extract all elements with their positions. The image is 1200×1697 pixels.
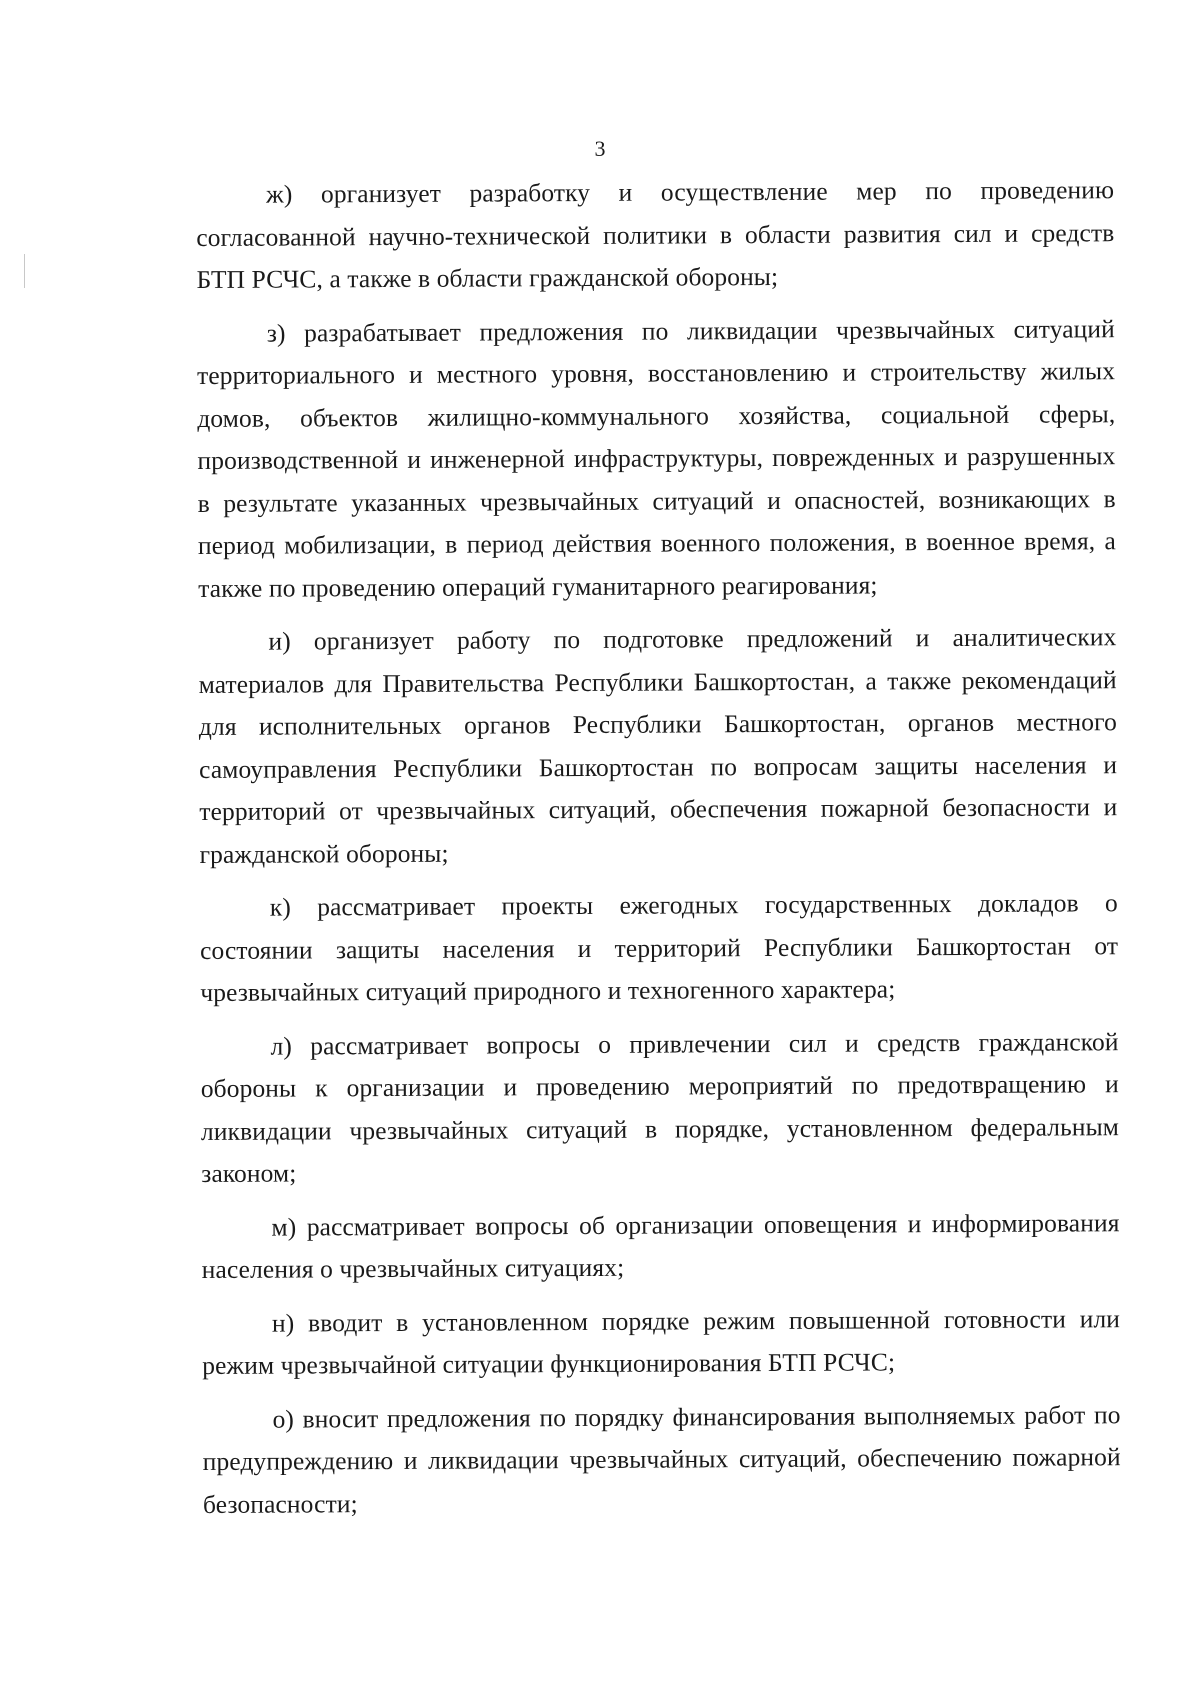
paragraph-z: з) разрабатывает предложения по ликвидации чрезвычайных ситуаций территориального и местного уровня, восстановлению и строительству жилых домов, объектов жилищно-коммунального хозяйства, социальной сферы, производственной и инженерной инфраструктуры, поврежденных и разрушенных в результате указанных чрезвычайных ситуаций и опасностей, возникающих в период мобилизации, в период действия военного положения, в военное время, а также по проведению операций гуманитарного реагирования; bbox=[196, 313, 1117, 603]
paragraph-zh: ж) организует разработку и осуществление мер по проведению согласованной научно-технической политики в области развития сил и средств БТП РСЧС, а также в области гражданской обороны; bbox=[196, 175, 1115, 294]
paragraph-m: м) рассматривает вопросы об организации оповещения и информирования населения о чрезвычайных ситуациях; bbox=[201, 1207, 1120, 1284]
paragraph-i: и) организует работу по подготовке предложений и аналитических материалов для Правительства Республики Башкортостан, а также рекомендаций для исполнительных органов Республики Башкортостан, органов местного самоуправления Республики Башкортостан по вопросам защиты населения и территорий от чрезвычайных ситуаций, обеспечения пожарной безопасности и гражданской обороны; bbox=[198, 622, 1118, 869]
scan-margin-mark bbox=[24, 254, 25, 288]
paragraph-n: н) вводит в установленном порядке режим повышенной готовности или режим чрезвычайной ситуации функционирования БТП РСЧС; bbox=[202, 1303, 1121, 1380]
paragraph-k: к) рассматривает проекты ежегодных государственных докладов о состоянии защиты населения и территорий Республики Башкортостан от чрезвычайных ситуаций природного и техногенного характера; bbox=[199, 888, 1119, 1007]
paragraph-o: о) вносит предложения по порядку финансирования выполняемых работ по предупреждению и ликвидации чрезвычайных ситуаций, обеспечению пожарной безопасности; bbox=[202, 1399, 1121, 1519]
page-number: 3 bbox=[594, 136, 606, 161]
document-body bbox=[196, 169, 1121, 1537]
paragraph-l: л) рассматривает вопросы о привлечении сил и средств гражданской обороны к организации и проведению мероприятий по предотвращению и ликвидации чрезвычайных ситуаций в порядке, установленном федеральным законом; bbox=[200, 1026, 1120, 1188]
